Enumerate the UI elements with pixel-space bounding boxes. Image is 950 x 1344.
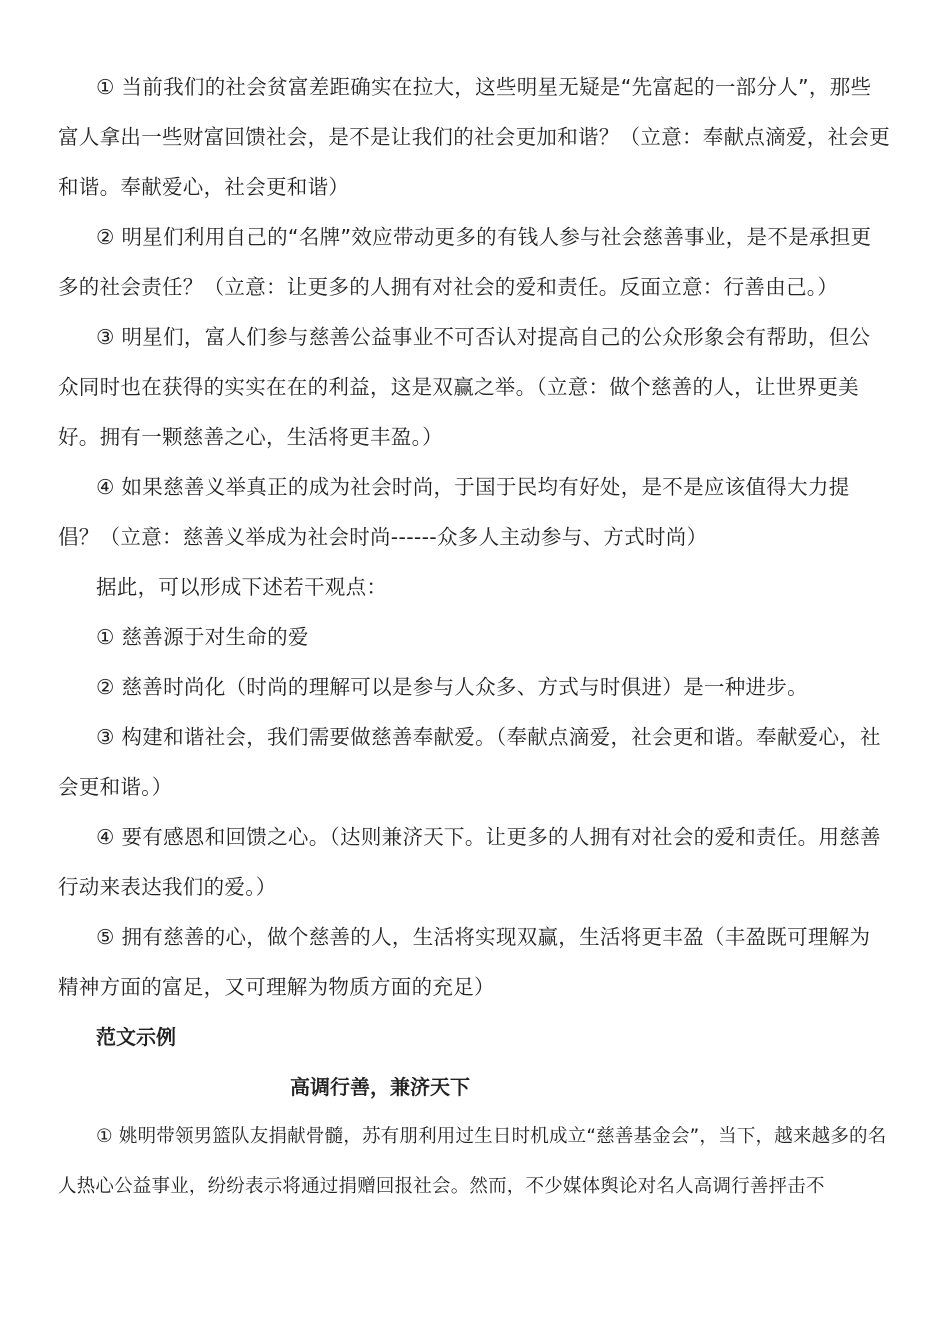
paragraph-10: ⑤ 拥有慈善的心，做个慈善的人，生活将实现双赢，生活将更丰盈（丰盈既可理解为精神方面的富足，又可理解为物质方面的充足）: [58, 925, 871, 999]
paragraph-8: ③ 构建和谐社会，我们需要做慈善奉献爱。（奉献点滴爱，社会更和谐。奉献爱心，社会更和谐。）: [58, 725, 881, 799]
document-page: [58, 62, 890, 1212]
essay-title: 高调行善，兼济天下: [290, 1075, 470, 1099]
paragraph-7: ② 慈善时尚化（时尚的理解可以是参与人众多、方式与时俱进）是一种进步。: [96, 675, 808, 699]
essay-paragraph: ① 姚明带领男篮队友捐献骨髓，苏有朋利用过生日时机成立“慈善基金会”，当下，越来越多的名人热心公益事业，纷纷表示将通过捐赠回报社会。然而，不少媒体舆论对名人高调行善抨击不: [58, 1126, 887, 1197]
paragraph-1: ① 当前我们的社会贫富差距确实在拉大，这些明星无疑是“先富起的一部分人”，那些富人拿出一些财富回馈社会，是不是让我们的社会更加和谐？（立意：奉献点滴爱，社会更和谐。奉献爱心，社会更和谐）: [58, 75, 890, 199]
paragraph-9: ④ 要有感恩和回馈之心。（达则兼济天下。让更多的人拥有对社会的爱和责任。用慈善行动来表达我们的爱。）: [58, 825, 881, 899]
section-heading: 范文示例: [96, 1025, 176, 1049]
paragraph-6: ① 慈善源于对生命的爱: [96, 625, 309, 649]
paragraph-2: ② 明星们利用自己的“名牌”效应带动更多的有钱人参与社会慈善事业，是不是承担更多的社会责任？（立意：让更多的人拥有对社会的爱和责任。反面立意：行善由己。）: [58, 225, 872, 299]
paragraph-4: ④ 如果慈善义举真正的成为社会时尚，于国于民均有好处，是不是应该值得大力提倡？（立意：慈善义举成为社会时尚------众多人主动参与、方式时尚）: [58, 475, 850, 549]
paragraph-5: 据此，可以形成下述若干观点：: [96, 575, 388, 599]
paragraph-3: ③ 明星们，富人们参与慈善公益事业不可否认对提高自己的公众形象会有帮助，但公众同时也在获得的实实在在的利益，这是双赢之举。（立意：做个慈善的人，让世界更美好。拥有一颗慈善之心，生活将更丰盈。）: [58, 325, 871, 449]
